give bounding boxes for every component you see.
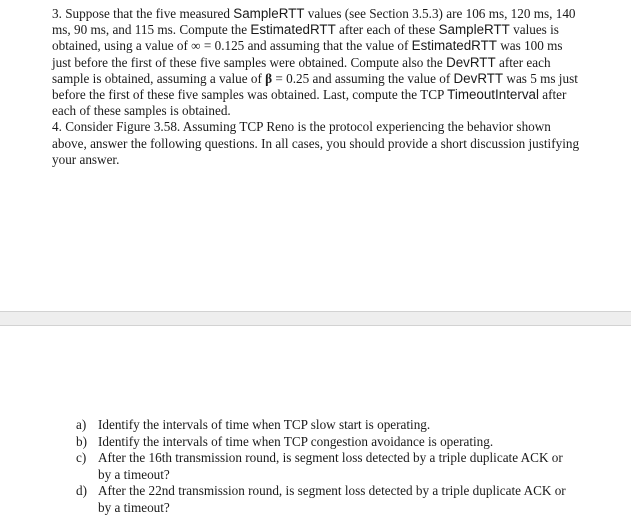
term-timeoutinterval: TimeoutInterval: [447, 87, 539, 103]
term-devrtt: DevRTT: [446, 54, 496, 70]
question-item-d: [76, 483, 576, 516]
problem-text-block: [52, 6, 580, 168]
section-divider: [0, 311, 631, 326]
question-list: [76, 417, 576, 517]
question-text: After the 22nd transmission round, is segment loss detected by a triple duplicate ACK or by a timeout?: [98, 483, 566, 515]
term-samplertt: SampleRTT: [233, 6, 305, 21]
term-estimatedrtt: EstimatedRTT: [250, 22, 336, 38]
problem-4-paragraph: 4. Consider Figure 3.58. Assuming TCP Reno is the protocol experiencing the behavior shown above, answer the following questions. In all cases, you should provide a short discussion justifying your answer.: [52, 119, 580, 167]
beta-symbol: β: [265, 70, 273, 86]
term-samplertt: SampleRTT: [438, 22, 510, 38]
question-letter: c): [76, 450, 87, 466]
question-item-c: [76, 450, 576, 483]
problem-3-text: values (see Section 3.5.3) are 106 ms, 120 ms, 140 ms, 90 ms, and 115 ms. Compute the: [52, 6, 576, 38]
question-text: After the 16th transmission round, is segment loss detected by a triple duplicate ACK or by a timeout?: [98, 450, 563, 482]
question-letter: b): [76, 433, 87, 449]
problem-3-text: values is obtained, using a value of ∞ = 0.125 and assuming that the value of: [52, 22, 559, 54]
problem-3-text: was 5 ms just before the first of these five samples was obtained. Last, compute the TCP: [52, 70, 578, 103]
question-text: Identify the intervals of time when TCP congestion avoidance is operating.: [98, 433, 494, 449]
problem-3-text: after each sample is obtained, assuming a value of: [52, 54, 551, 86]
question-item-a: [76, 417, 576, 434]
problem-3-text: was 100 ms just before the first of these five samples were obtained. Compute also the: [52, 38, 563, 70]
problem-3-text: = 0.25 and assuming the value of: [272, 70, 454, 86]
problem-3-paragraph: [52, 6, 580, 119]
problem-3-text: after each of these: [335, 22, 439, 38]
question-text: Identify the intervals of time when TCP slow start is operating.: [98, 417, 431, 432]
problem-3-text: 3. Suppose that the five measured: [52, 6, 234, 21]
problem-3-text: after each of these samples is obtained.: [52, 87, 567, 119]
question-letter: d): [76, 483, 87, 499]
question-item-b: [76, 434, 576, 451]
term-estimatedrtt: EstimatedRTT: [411, 38, 497, 54]
question-letter: a): [76, 417, 87, 432]
term-devrtt: DevRTT: [453, 70, 504, 86]
